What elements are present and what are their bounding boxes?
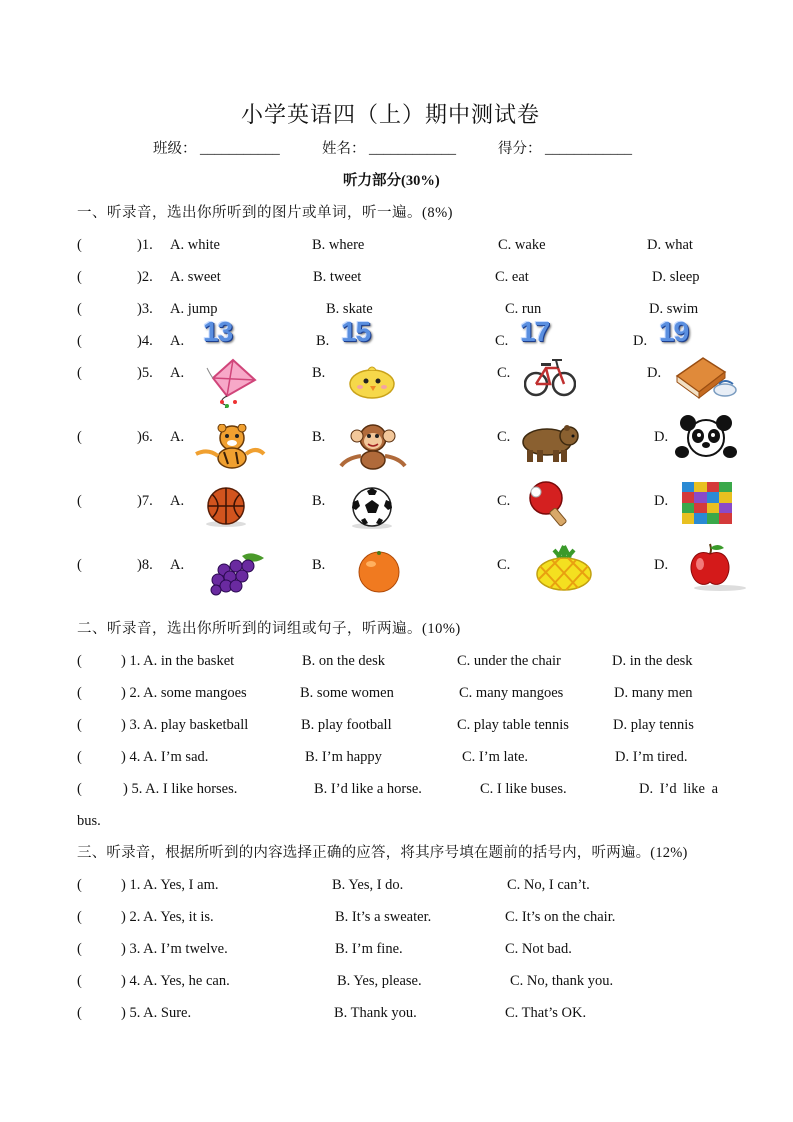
answer-bracket[interactable]: ( [77, 429, 82, 445]
name-field[interactable]: ____________ [369, 141, 456, 157]
question-option-a: ) 1. A. in the basket [121, 653, 235, 669]
answer-bracket[interactable]: ( [77, 973, 82, 989]
number-17-image: 17 [520, 316, 550, 347]
option-b: B. some women [300, 685, 394, 701]
option-c: C. That’s OK. [505, 1005, 587, 1021]
option-b: B. [312, 557, 326, 573]
option-b: B. It’s a sweater. [335, 909, 432, 925]
option-a: A. [170, 429, 185, 445]
option-b: B. on the desk [302, 653, 385, 669]
option-d: D. [633, 333, 648, 349]
option-d-wrap: bus. [77, 813, 101, 829]
number-19-image: 19 [659, 316, 689, 347]
question-option-a: ) 3. A. I’m twelve. [121, 941, 228, 957]
option-b: B. Thank you. [334, 1005, 417, 1021]
option-b: B. Yes, I do. [332, 877, 404, 893]
answer-bracket[interactable]: ( [77, 717, 82, 733]
option-d: D. I’m tired. [615, 749, 688, 765]
answer-bracket[interactable]: ( [77, 557, 82, 573]
answer-bracket[interactable]: ( [77, 941, 82, 957]
option-c: C. play table tennis [457, 717, 569, 733]
basketball-image [200, 486, 252, 528]
option-a: A. [170, 493, 185, 509]
option-d: D. I’d like a [639, 781, 719, 797]
puzzle-image [682, 482, 732, 524]
question-option-a: ) 1. A. Yes, I am. [121, 877, 219, 893]
answer-bracket[interactable]: ( [77, 653, 82, 669]
question-number: )2. [137, 269, 153, 285]
option-c: C. [495, 333, 509, 349]
question-number: )7. [137, 493, 153, 509]
question-option-a: ) 3. A. play basketball [121, 717, 249, 733]
question-option-a: ) 5. A. I like horses. [123, 781, 238, 797]
question-number: )8. [137, 557, 153, 573]
option-b: B. [316, 333, 330, 349]
number-13-image: 13 [203, 316, 233, 347]
answer-bracket[interactable]: ( [77, 909, 82, 925]
score-label: 得分： [498, 141, 542, 157]
orange-image [356, 548, 402, 594]
answer-bracket[interactable]: ( [77, 365, 82, 381]
option-a: A. [170, 365, 185, 381]
book-image [673, 352, 737, 400]
option-d: D. many men [614, 685, 693, 701]
name-label: 姓名： [322, 141, 366, 157]
section3-heading: 三、听录音，根据所听到的内容选择正确的应答，将其序号填在题前的括号内，听两遍。(12%) [77, 845, 688, 861]
option-c: C. wake [498, 237, 546, 253]
question-option-a: ) 4. A. Yes, he can. [121, 973, 230, 989]
answer-bracket[interactable]: ( [77, 1005, 82, 1021]
answer-bracket[interactable]: ( [77, 333, 82, 349]
option-a: A. jump [170, 301, 218, 317]
option-c: C. many mangoes [459, 685, 564, 701]
grapes-image [206, 550, 270, 596]
option-c: C. I like buses. [480, 781, 567, 797]
option-b: B. I’m fine. [335, 941, 403, 957]
answer-bracket[interactable]: ( [77, 237, 82, 253]
option-c: C. [497, 557, 511, 573]
answer-bracket[interactable]: ( [77, 781, 82, 797]
page-title: 小学英语四（上）期中测试卷 [241, 102, 541, 127]
option-d: D. sleep [652, 269, 700, 285]
bicycle-image [524, 354, 576, 400]
panda-image [674, 414, 738, 460]
answer-bracket[interactable]: ( [77, 269, 82, 285]
option-a: A. [170, 557, 185, 573]
answer-bracket[interactable]: ( [77, 749, 82, 765]
option-d: D. swim [649, 301, 699, 317]
question-option-a: ) 4. A. I’m sad. [121, 749, 209, 765]
answer-bracket[interactable]: ( [77, 493, 82, 509]
football-image [347, 486, 397, 530]
option-d: D. [654, 429, 669, 445]
option-b: B. I’d like a horse. [314, 781, 422, 797]
class-field[interactable]: ___________ [200, 141, 280, 157]
option-c: C. Not bad. [505, 941, 572, 957]
ping-pong-paddle-image [526, 480, 580, 528]
option-c: C. [497, 365, 511, 381]
option-d: D. in the desk [612, 653, 693, 669]
pineapple-image [534, 544, 594, 592]
option-c: C. [497, 429, 511, 445]
question-number: )3. [137, 301, 153, 317]
option-b: B. tweet [313, 269, 362, 285]
option-b: B. [312, 365, 326, 381]
option-d: D. [654, 493, 669, 509]
option-c: C. I’m late. [462, 749, 529, 765]
question-option-a: ) 2. A. Yes, it is. [121, 909, 214, 925]
tiger-image [192, 424, 266, 470]
option-c: C. It’s on the chair. [505, 909, 616, 925]
chick-image [346, 364, 398, 400]
option-a: A. sweet [170, 269, 221, 285]
option-c: C. eat [495, 269, 529, 285]
question-number: )4. [137, 333, 153, 349]
score-field[interactable]: ____________ [545, 141, 632, 157]
question-option-a: ) 2. A. some mangoes [121, 685, 247, 701]
question-number: )5. [137, 365, 153, 381]
option-b: B. Yes, please. [337, 973, 422, 989]
question-number: )1. [137, 237, 153, 253]
option-d: D. [654, 557, 669, 573]
answer-bracket[interactable]: ( [77, 685, 82, 701]
question-option-a: ) 5. A. Sure. [121, 1005, 192, 1021]
option-a: A. white [170, 237, 220, 253]
option-b: B. [312, 493, 326, 509]
option-c: C. [497, 493, 511, 509]
bear-image [517, 420, 579, 464]
monkey-image [335, 422, 411, 470]
section2-heading: 二、听录音，选出你所听到的词组或句子，听两遍。(10%) [77, 621, 461, 637]
number-15-image: 15 [341, 316, 371, 347]
option-b: B. I’m happy [305, 749, 382, 765]
answer-bracket[interactable]: ( [77, 301, 82, 317]
apple-image [686, 540, 748, 592]
option-a: A. [170, 333, 185, 349]
option-b: B. skate [326, 301, 373, 317]
option-c: C. under the chair [457, 653, 561, 669]
listening-title: 听力部分(30%) [343, 173, 440, 189]
question-number: )6. [137, 429, 153, 445]
option-d: D. [647, 365, 662, 381]
option-b: B. [312, 429, 326, 445]
answer-bracket[interactable]: ( [77, 877, 82, 893]
option-b: B. play football [301, 717, 392, 733]
option-d: D. play tennis [613, 717, 694, 733]
section1-heading: 一、听录音，选出你所听到的图片或单词，听一遍。(8%) [77, 205, 453, 221]
option-c: C. No, thank you. [510, 973, 614, 989]
class-label: 班级： [153, 141, 197, 157]
option-b: B. where [312, 237, 365, 253]
option-c: C. run [505, 301, 542, 317]
option-c: C. No, I can’t. [507, 877, 590, 893]
kite-image [205, 358, 257, 408]
option-d: D. what [647, 237, 693, 253]
